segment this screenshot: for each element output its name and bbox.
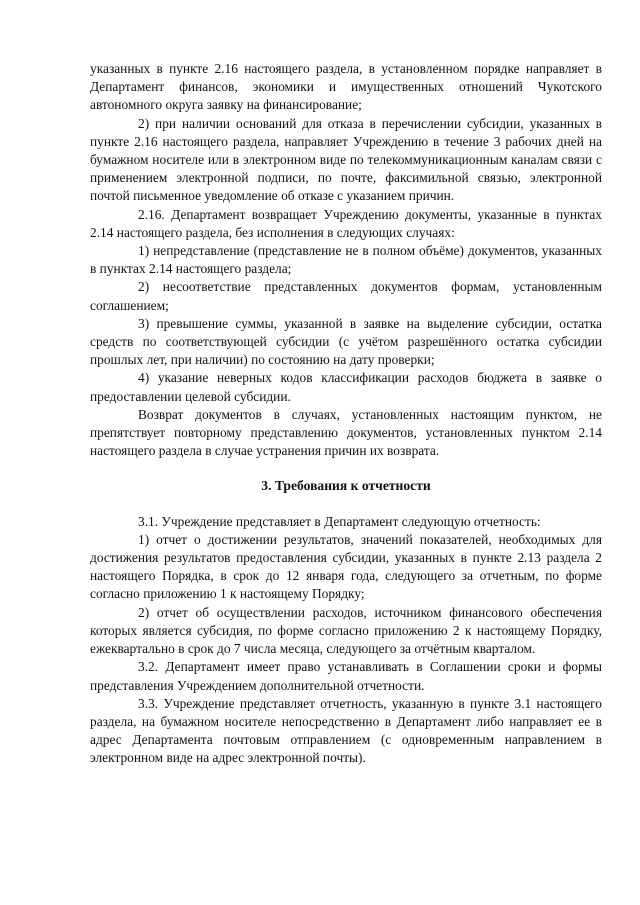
paragraph-2-16-item-4: 4) указание неверных кодов классификации расходов бюджета в заявке о предоставлении целевой субсидии. [90,370,602,404]
paragraph-2-16-item-2: 2) несоответствие представленных документов формам, установленным соглашением; [90,279,602,313]
paragraph-2-16: 2.16. Департамент возвращает Учреждению документы, указанные в пунктах 2.14 настоящего раздела, без исполнения в следующих случаях: [90,206,602,240]
paragraph-2-16-item-1: 1) непредставление (представление не в полном объёме) документов, указанных в пунктах 2.14 настоящего раздела; [90,243,602,277]
paragraph-continuation: указанных в пункте 2.16 настоящего раздела, в установленном порядке направляет в Департамент финансов, экономики и имущественных отношений Чукотского автономного округа заявку на финансирование; [90,61,602,113]
paragraph-refusal-notice: 2) при наличии оснований для отказа в перечислении субсидии, указанных в пункте 2.16 настоящего раздела, направляет Учреждению в течение 3 рабочих дней на бумажном носителе или в электронном виде по телекоммуникационным каналам связи с применением электронной подписи, по почте, факсимильной связью, электронной почтой письменное уведомление об отказе с указанием причин. [90,115,602,204]
section-heading: 3. Требования к отчетности [261,478,431,494]
paragraph-2-16-item-3: 3) превышение суммы, указанной в заявке на выделение субсидии, остатка средств по соответствующей субсидии (с учётом разрешённого остатка субсидии прошлых лет, при наличии) по состоянию на дату проверки; [90,315,602,368]
paragraph-3-1-item-1: 1) отчет о достижении результатов, значений показателей, необходимых для достижения результатов предоставления субсидии, указанных в пункте 2.13 раздела 2 настоящего Порядка, в срок до 12 января года, следующего за отчетным, по форме согласно приложению 1 к настоящему Порядку; [90,531,602,602]
paragraph-3-2: 3.2. Департамент имеет право устанавливать в Соглашении сроки и формы представления Учреждением дополнительной отчетности. [90,659,602,693]
paragraph-3-1-item-2: 2) отчет об осуществлении расходов, источником финансового обеспечения которых является субсидия, по форме согласно приложению 2 к настоящему Порядку, ежеквартально в срок до 7 числа месяца, следующего за отчётным кварталом. [90,604,602,657]
paragraph-3-3: 3.3. Учреждение представляет отчетность, указанную в пункте 3.1 настоящего раздела, на бумажном носителе непосредственно в Департамент либо направляет ее в адрес Департамента почтовым отправлением (с одновременным направлением в электронном виде на адрес электронной почты). [90,695,602,766]
paragraph-3-1: 3.1. Учреждение представляет в Департамент следующую отчетность: [138,513,541,529]
paragraph-2-16-return: Возврат документов в случаях, установленных настоящим пунктом, не препятствует повторному представлению документов, установленных пунктом 2.14 настоящего раздела в случае устранения причин их возврата. [90,406,602,459]
document-body [90,60,602,768]
